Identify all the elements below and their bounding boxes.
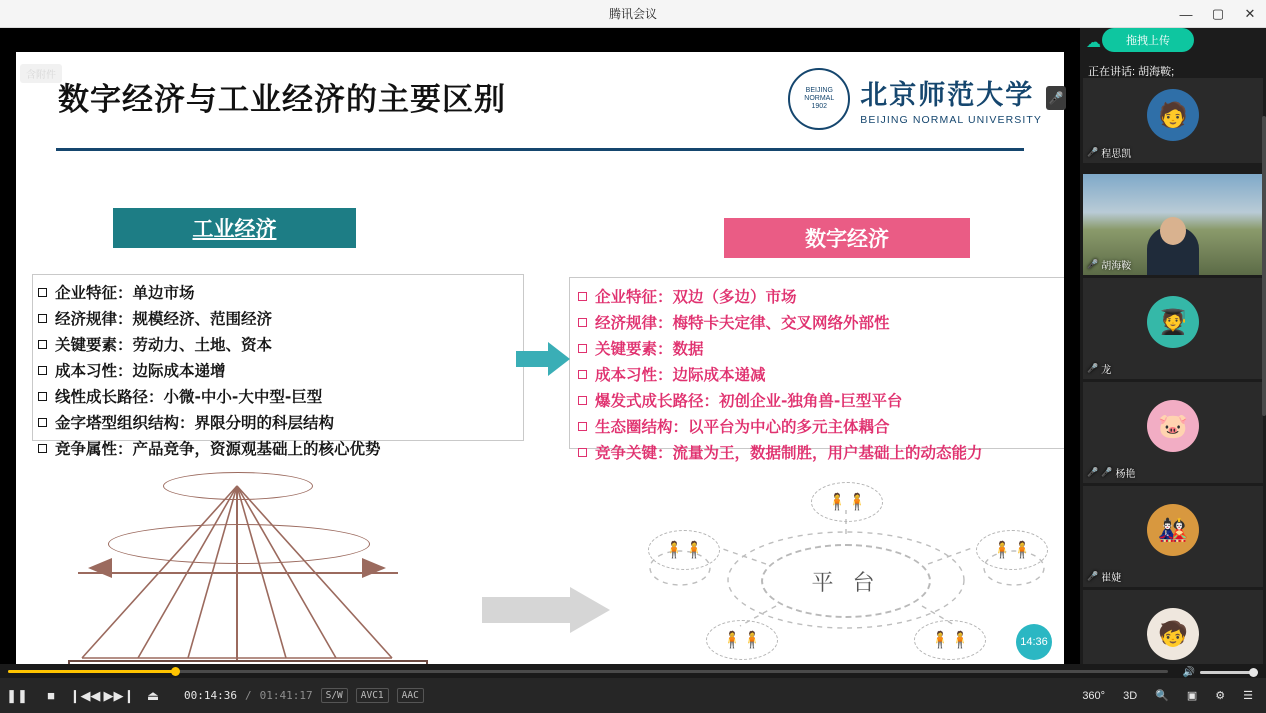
participant-name: 龙	[1101, 365, 1112, 376]
list-item-label: 企业特征：单边市场	[55, 284, 195, 302]
list-item	[578, 336, 1064, 362]
square-bullet-icon	[38, 418, 47, 427]
participant-name: 胡海鞍	[1101, 261, 1132, 272]
list-item	[578, 362, 1064, 388]
seek-progress	[8, 670, 175, 673]
column-header-industrial-label: 工业经济	[192, 217, 277, 241]
avatar: 🧑	[1147, 89, 1199, 141]
video-head	[1160, 217, 1186, 245]
participant-name: 崔婕	[1101, 573, 1122, 584]
list-item-label: 生态圈结构：以平台为中心的多元主体耦合	[595, 418, 890, 436]
presentation-slide	[16, 52, 1064, 672]
digital-bullet-list	[578, 284, 1064, 466]
participant-tile[interactable]	[1083, 78, 1263, 163]
participant-name-row	[1087, 569, 1121, 584]
square-bullet-icon	[578, 292, 587, 301]
participant-name: 杨艳	[1115, 469, 1136, 480]
list-item-label: 竞争属性：产品竞争，资源观基础上的核心优势	[55, 440, 381, 458]
list-item-label: 经济规律：规模经济、范围经济	[55, 310, 273, 328]
platform-network-diagram	[616, 472, 1064, 672]
participant-name: 程思凯	[1101, 149, 1132, 160]
playlist-icon[interactable]: ☰	[1243, 690, 1253, 702]
column-header-industrial	[113, 208, 356, 248]
teal-arrow-icon	[516, 342, 572, 376]
square-bullet-icon	[578, 370, 587, 379]
shared-screen-stage[interactable]	[0, 28, 1080, 676]
list-item	[38, 384, 558, 410]
list-item-label: 线性成长路径：小微-中小-大中型-巨型	[55, 388, 323, 406]
list-item	[578, 310, 1064, 336]
university-name-cn: 北京师范大学	[860, 79, 1035, 111]
scrollbar-thumb[interactable]	[1262, 116, 1266, 416]
list-item-label: 金字塔型组织结构：界限分明的科层结构	[55, 414, 335, 432]
pause-button[interactable]: ❚❚	[6, 687, 28, 703]
slide-title: 数字经济与工业经济的主要区别	[58, 82, 506, 118]
list-item-label: 爆发式成长路径：初创企业-独角兽-巨型平台	[595, 392, 903, 410]
microphone-icon: 🎤	[1101, 467, 1113, 477]
network-node: 🧍🧍	[706, 620, 778, 660]
volume-control[interactable]	[1183, 667, 1258, 678]
column-header-digital-label: 数字经济	[805, 227, 889, 251]
platform-core	[761, 544, 931, 618]
sidebar-scrollbar[interactable]	[1262, 56, 1266, 704]
square-bullet-icon	[578, 318, 587, 327]
list-item	[578, 440, 1064, 466]
pyramid-lines-icon	[68, 472, 428, 662]
list-item	[38, 332, 558, 358]
previous-button[interactable]: ❙◀◀	[69, 687, 101, 703]
hierarchy-diagram	[68, 472, 488, 672]
participant-tile[interactable]	[1083, 174, 1263, 275]
avatar: 🐷	[1147, 400, 1199, 452]
right-controls	[1073, 678, 1262, 713]
network-node: 🧍🧍	[811, 482, 883, 522]
university-seal-icon: BEIJING NORMAL 1902	[788, 68, 850, 130]
list-item-label: 竞争关键：流量为王，数据制胜，用户基础上的动态能力	[595, 444, 983, 462]
square-bullet-icon	[578, 448, 587, 457]
list-item	[38, 410, 558, 436]
list-item-label: 成本习性：边际成本递减	[595, 366, 766, 384]
cloud-icon: ☁	[1086, 34, 1101, 51]
gray-arrow-icon	[482, 587, 612, 633]
participant-name-row	[1087, 361, 1111, 376]
microphone-muted-icon: 🎤	[1087, 467, 1099, 477]
list-item-label: 企业特征：双边（多边）市场	[595, 288, 797, 306]
square-bullet-icon	[578, 344, 587, 353]
microphone-icon: 🎤	[1087, 571, 1099, 581]
fullscreen-button[interactable]: ▣	[1186, 690, 1198, 702]
list-item	[38, 280, 558, 306]
window-controls	[1170, 0, 1266, 28]
next-button[interactable]: ▶▶❙	[103, 687, 135, 703]
network-node: 🧍🧍	[914, 620, 986, 660]
seek-handle[interactable]	[171, 667, 180, 676]
list-item-label: 关键要素：劳动力、土地、资本	[55, 336, 273, 354]
panorama-button[interactable]: 360°	[1082, 689, 1106, 702]
square-bullet-icon	[38, 314, 47, 323]
network-node: 🧍🧍	[648, 530, 720, 570]
microphone-icon: 🎤	[1087, 259, 1099, 269]
participant-name-row	[1087, 145, 1131, 160]
slide-timer-badge: 14:36	[1016, 624, 1052, 660]
avatar: 🎎	[1147, 504, 1199, 556]
participant-name-row	[1087, 465, 1135, 480]
upload-button[interactable]: 拖拽上传	[1102, 28, 1194, 52]
platform-core-label: 平 台	[811, 570, 881, 596]
participant-tile[interactable]	[1083, 382, 1263, 483]
volume-icon[interactable]: 🔊	[1182, 667, 1195, 678]
three-d-button[interactable]: 3D	[1123, 689, 1138, 702]
snapshot-icon[interactable]: 🔍	[1155, 690, 1169, 702]
participants-sidebar[interactable]	[1080, 28, 1266, 676]
list-item	[38, 306, 558, 332]
column-header-digital	[724, 218, 970, 258]
industrial-bullet-list	[38, 280, 558, 462]
mute-indicator-icon: 🎤	[1046, 86, 1066, 110]
list-item	[38, 358, 558, 384]
list-item	[578, 388, 1064, 414]
network-node: 🧍🧍	[976, 530, 1048, 570]
list-item	[578, 414, 1064, 440]
speed-tag: S/W	[321, 688, 348, 703]
microphone-icon: 🎤	[1087, 147, 1099, 157]
maximize-button[interactable]: ▢	[1211, 6, 1225, 21]
timecode-group	[184, 688, 424, 703]
avatar: 🧑‍🎓	[1147, 296, 1199, 348]
list-item	[578, 284, 1064, 310]
volume-fill	[1200, 671, 1252, 674]
square-bullet-icon	[38, 366, 47, 375]
window-title: 腾讯会议	[608, 7, 657, 21]
seek-track[interactable]	[8, 670, 1168, 673]
video-codec-tag: AVC1	[356, 688, 389, 703]
university-name-en: BEIJING NORMAL UNIVERSITY	[860, 113, 1042, 126]
square-bullet-icon	[38, 340, 47, 349]
avatar: 🧒	[1147, 608, 1199, 660]
list-item-label: 经济规律：梅特卡夫定律、交叉网络外部性	[595, 314, 890, 332]
square-bullet-icon	[38, 444, 47, 453]
title-divider	[56, 148, 1024, 151]
square-bullet-icon	[578, 396, 587, 405]
square-bullet-icon	[578, 422, 587, 431]
time-separator: /	[244, 689, 252, 702]
participant-tile[interactable]	[1083, 278, 1263, 379]
speaking-status: 正在讲话: 胡海鞍;	[1088, 66, 1175, 78]
university-logo	[788, 68, 1042, 130]
microphone-icon: 🎤	[1087, 363, 1099, 373]
eject-button[interactable]: ⏏	[146, 687, 160, 703]
settings-gear-icon[interactable]: ⚙	[1215, 690, 1226, 702]
square-bullet-icon	[38, 392, 47, 401]
participant-tile[interactable]	[1083, 486, 1263, 587]
square-bullet-icon	[38, 288, 47, 297]
volume-track[interactable]	[1200, 671, 1258, 674]
seek-bar-area[interactable]	[0, 664, 1266, 678]
list-item-label: 关键要素：数据	[595, 340, 704, 358]
current-time: 00:14:36	[184, 689, 237, 702]
close-button[interactable]: ✕	[1244, 6, 1256, 21]
list-item	[38, 436, 558, 462]
volume-handle[interactable]	[1249, 668, 1258, 677]
sidebar-toolbar	[1080, 28, 1266, 56]
player-controls	[0, 678, 1266, 713]
total-time: 01:41:17	[259, 689, 313, 702]
title-bar	[0, 0, 1266, 28]
participant-name-row	[1087, 257, 1131, 272]
stop-button[interactable]: ■	[47, 688, 55, 703]
attachment-badge: 含附件	[20, 64, 62, 83]
minimize-button[interactable]: —	[1179, 6, 1193, 22]
list-item-label: 成本习性：边际成本递增	[55, 362, 226, 380]
audio-codec-tag: AAC	[397, 688, 424, 703]
